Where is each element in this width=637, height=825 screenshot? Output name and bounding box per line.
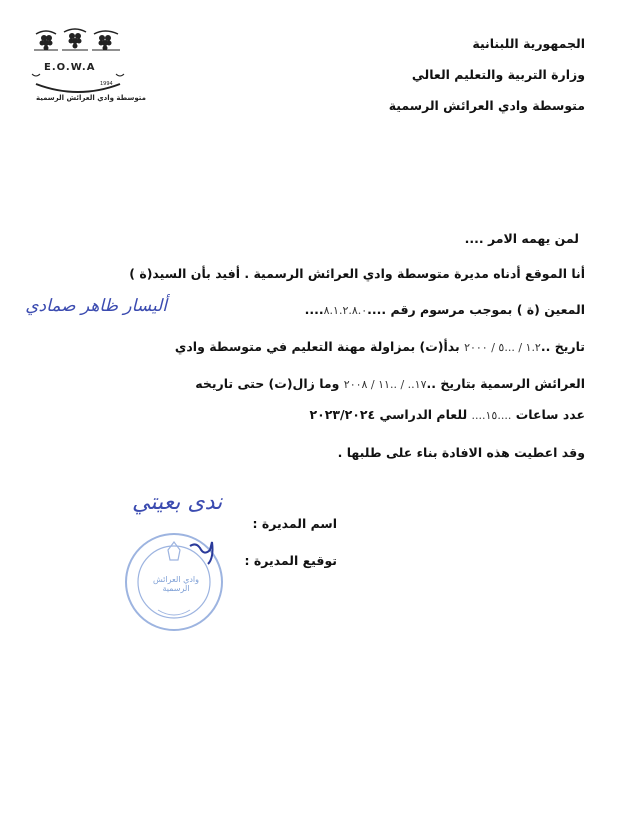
greeting: لمن يهمه الامر .... <box>464 231 579 246</box>
header-republic: الجمهورية اللبنانية <box>472 36 585 51</box>
line4-prefix: العرائش الرسمية بتاريخ .. <box>426 376 585 391</box>
line2-appointed-text: المعين (ة ) بموجب مرسوم رقم .... <box>367 302 585 317</box>
principal-name: ندى بعيتي <box>132 490 223 515</box>
teacher-name: أليسار ظاهر صمادي <box>25 296 167 316</box>
line2-tail: .... <box>304 302 324 317</box>
line5-rest: للعام الدراسي ٢٠٢٣/٢٠٢٤ <box>309 407 468 422</box>
header-ministry: وزارة التربية والتعليم العالي <box>411 67 585 82</box>
letter-line-4 <box>195 376 585 391</box>
start-date: ١.٢ / ...٥ / ٢٠٠٠ <box>464 341 541 354</box>
principal-signature-label: توقيع المديرة : <box>244 553 337 568</box>
decree-number: ٨.١.٢.٨.٠ <box>323 304 368 317</box>
hours-value: ....١٥.... <box>471 409 512 422</box>
letter-line-2 <box>305 302 585 317</box>
line3-rest: بدأ(ت) بمزاولة مهنة التعليم في متوسطة وادي <box>174 339 460 354</box>
logo-subtitle: متوسطة وادي العرائش الرسمية <box>36 94 146 102</box>
principal-name-label: اسم المديرة : <box>252 516 337 531</box>
logo-text: E.O.W.A <box>44 62 96 73</box>
letter-line-3 <box>175 339 585 354</box>
school-start-date: ١٧.. / ..١١ / ٢٠٠٨ <box>343 378 427 391</box>
header-school: متوسطة وادي العرائش الرسمية <box>388 98 585 113</box>
hours-label: عدد ساعات <box>515 407 585 422</box>
line4-rest: وما زال(ت) حتى تاريخه <box>195 376 340 391</box>
signature-scribble-icon <box>186 538 246 568</box>
logo-year: 1994 <box>100 81 113 87</box>
letter-line-1: أنا الموقع أدناه مديرة متوسطة وادي العرائش الرسمية . أفيد بأن السيد(ة ) <box>129 266 585 281</box>
stamp-text: وادي العرائش الرسمية <box>152 575 200 593</box>
line3-date-label: تاريخ .. <box>540 339 585 354</box>
letter-line-5 <box>310 407 586 422</box>
letter-line-6: وقد اعطيت هذه الافادة بناء على طلبها . <box>337 445 585 460</box>
